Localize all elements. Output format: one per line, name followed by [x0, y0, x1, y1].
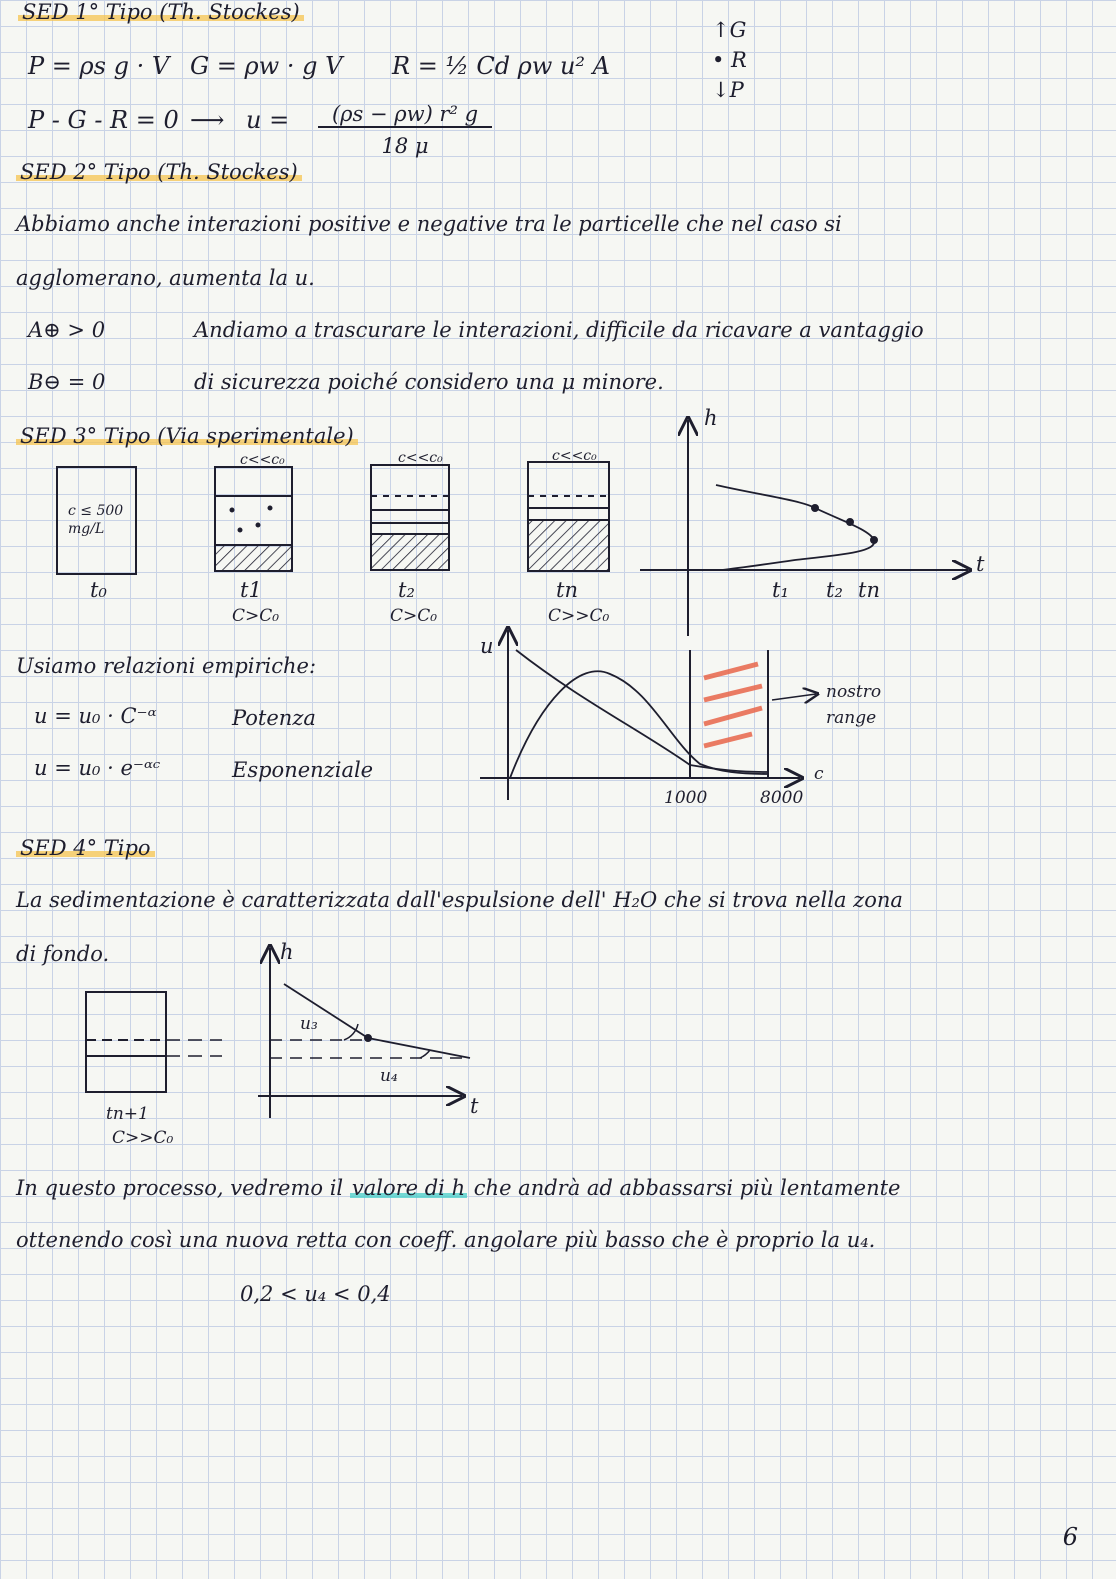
sed2-line1: Abbiamo anche interazioni positive e negative tra le particelle che nel caso si: [16, 212, 842, 236]
range-label-1: nostro: [826, 682, 882, 702]
jar1-conc: c<<c₀: [240, 452, 285, 468]
label-t0: t₀: [90, 578, 107, 602]
stokes-denominator: 18 μ: [381, 134, 429, 158]
u4-inequality: 0,2 < u₄ < 0,4: [240, 1282, 391, 1306]
range-label-2: range: [826, 708, 877, 728]
empirical-relations: Usiamo relazioni empiriche:: [16, 654, 317, 678]
jar-t1: [215, 467, 292, 571]
formula-g: G = ρw · g V: [190, 52, 343, 80]
sed2-text2: di sicurezza poiché considero una μ minore.: [194, 370, 664, 394]
jar-t2: [371, 465, 449, 570]
jar3-conc: c<<c₀: [552, 448, 597, 464]
graph1-tn: tn: [858, 578, 880, 602]
label-t2: t₂: [398, 578, 415, 602]
sed2-text1: Andiamo a trascurare le interazioni, difficile da ricavare a vantaggio: [194, 318, 924, 342]
label-c-gt-2: C>C₀: [390, 606, 438, 626]
balance-eq: P - G - R = 0: [28, 106, 179, 134]
graph-height-time: [640, 420, 968, 636]
slope-u3: u₃: [300, 1014, 318, 1034]
graph3-h-label: h: [280, 940, 294, 964]
sed4-para2: ottenendo così una nuova retta con coeff. angolare più basso che è proprio la u₄.: [16, 1228, 876, 1252]
jar0-conc: c ≤ 500 mg/L: [68, 503, 124, 537]
force-p: ↓P: [712, 78, 744, 102]
sed4-title: SED 4° Tipo: [16, 836, 155, 860]
graph1-t-label: t: [976, 552, 985, 576]
jar-t0: [57, 467, 136, 574]
sed4-line1: La sedimentazione è caratterizzata dall'espulsione dell' H₂O che si trova nella zona: [16, 888, 903, 912]
formula-p: P = ρs g · V: [28, 52, 170, 80]
jar-tn: [528, 462, 609, 571]
label-tn: tn: [556, 578, 578, 602]
formula-r: R = ½ Cd ρw u² A: [392, 52, 611, 80]
force-g: ↑G: [712, 18, 747, 42]
label-t1: t1: [240, 578, 262, 602]
exp-equation: u = u₀ · e⁻ᵅᶜ: [34, 756, 161, 780]
page-number: 6: [1062, 1523, 1078, 1551]
power-equation: u = u₀ · C⁻ᵅ: [34, 704, 157, 728]
graph2-1000: 1000: [664, 788, 708, 808]
label-c-gt-1: C>C₀: [232, 606, 280, 626]
exp-label: Esponenziale: [232, 758, 374, 782]
jar2-conc: c<<c₀: [398, 450, 443, 466]
graph1-t2: t₂: [826, 578, 843, 602]
label-cgg: C>>C₀: [112, 1128, 174, 1148]
label-c-gtgt: C>>C₀: [548, 606, 610, 626]
sed4-line2: di fondo.: [16, 942, 110, 966]
graph1-h-label: h: [704, 406, 718, 430]
sed1-title: SED 1° Tipo (Th. Stockes): [18, 0, 304, 24]
label-tn1: tn+1: [106, 1104, 149, 1124]
sed3-title: SED 3° Tipo (Via sperimentale): [16, 424, 358, 448]
stokes-numerator: (ρs − ρw) r² g: [318, 102, 492, 128]
graph3-t-label: t: [470, 1094, 479, 1118]
graph-sed4: [86, 948, 470, 1118]
graph-velocity-concentration: [480, 630, 816, 800]
slope-u4: u₄: [380, 1066, 398, 1086]
sed2-title: SED 2° Tipo (Th. Stockes): [16, 160, 302, 184]
u-equals: u =: [246, 106, 290, 134]
graph2-c-label: c: [814, 764, 824, 784]
sed2-line2: agglomerano, aumenta la u.: [16, 266, 315, 290]
force-r: • R: [712, 48, 747, 72]
graph2-8000: 8000: [760, 788, 804, 808]
graph2-u-label: u: [480, 634, 494, 658]
power-label: Potenza: [232, 706, 316, 730]
condition-b: B⊖ = 0: [28, 370, 106, 394]
highlighted-term: valore di h: [351, 1176, 466, 1200]
condition-a: A⊕ > 0: [28, 318, 106, 342]
arrow-right-icon: ⟶: [190, 106, 225, 134]
graph1-t1: t₁: [772, 578, 789, 602]
sed4-para1: In questo processo, vedremo il valore di h che andrà ad abbassarsi più lentamente: [16, 1176, 901, 1200]
